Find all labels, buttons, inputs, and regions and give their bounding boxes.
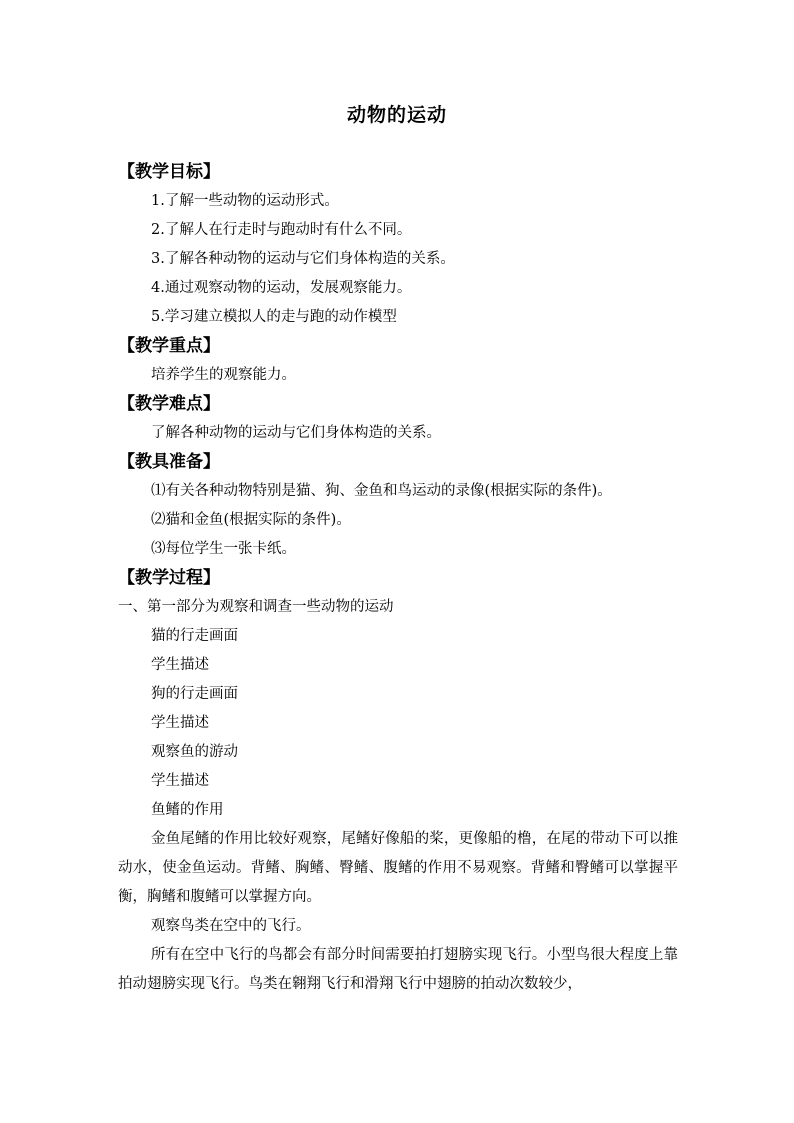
- goal-item: 3.了解各种动物的运动与它们身体构造的关系。: [151, 251, 455, 267]
- process-step: 鱼鳍的作用: [151, 802, 224, 818]
- difficulty-item: 了解各种动物的运动与它们身体构造的关系。: [151, 425, 441, 441]
- process-step: 学生描述: [151, 773, 209, 789]
- process-step: 学生描述: [151, 715, 209, 731]
- section-heading-goals: 【教学目标】: [118, 162, 220, 182]
- process-step: 学生描述: [151, 657, 209, 673]
- section-heading-difficulty: 【教学难点】: [118, 394, 220, 414]
- fish-fin-paragraph: 金鱼尾鳍的作用比较好观察，尾鳍好像船的桨，更像船的橹，在尾的带动下可以推动水，使金鱼运动。背鳍、胸鳍、臀鳍、腹鳍的作用不易观察。背鳍和臀鳍可以掌握平衡，胸鳍和腹鳍可以掌握方向。: [118, 831, 678, 905]
- section-heading-key-point: 【教学重点】: [118, 336, 220, 356]
- materials-item: ⑴有关各种动物特别是猫、狗、金鱼和鸟运动的录像(根据实际的条件)。: [151, 483, 612, 499]
- goal-item: 4.通过观察动物的运动，发展观察能力。: [151, 280, 412, 296]
- document-body: [118, 158, 678, 999]
- goal-item: 2.了解人在行走时与跑动时有什么不同。: [151, 222, 412, 238]
- materials-item: ⑵猫和金鱼(根据实际的条件)。: [151, 512, 351, 528]
- section-heading-materials: 【教具准备】: [118, 452, 220, 472]
- bird-flight-paragraph: 所有在空中飞行的鸟都会有部分时间需要拍打翅膀实现飞行。小型鸟很大程度上靠拍动翅膀实现飞行。鸟类在翱翔飞行和滑翔飞行中翅膀的拍动次数较少，: [118, 947, 678, 992]
- section-heading-process: 【教学过程】: [118, 568, 220, 588]
- bird-observation-title: 观察鸟类在空中的飞行。: [151, 918, 311, 934]
- process-step: 狗的行走画面: [151, 686, 238, 702]
- goal-item: 5.学习建立模拟人的走与跑的动作模型: [151, 309, 397, 325]
- process-part-one: 一、第一部分为观察和调查一些动物的运动: [118, 599, 394, 615]
- process-step: 猫的行走画面: [151, 628, 238, 644]
- page-title: 动物的运动: [346, 104, 447, 126]
- goal-item: 1.了解一些动物的运动形式。: [151, 193, 339, 209]
- process-step: 观察鱼的游动: [151, 744, 238, 760]
- materials-item: ⑶每位学生一张卡纸。: [151, 541, 296, 557]
- key-point-item: 培养学生的观察能力。: [151, 367, 296, 383]
